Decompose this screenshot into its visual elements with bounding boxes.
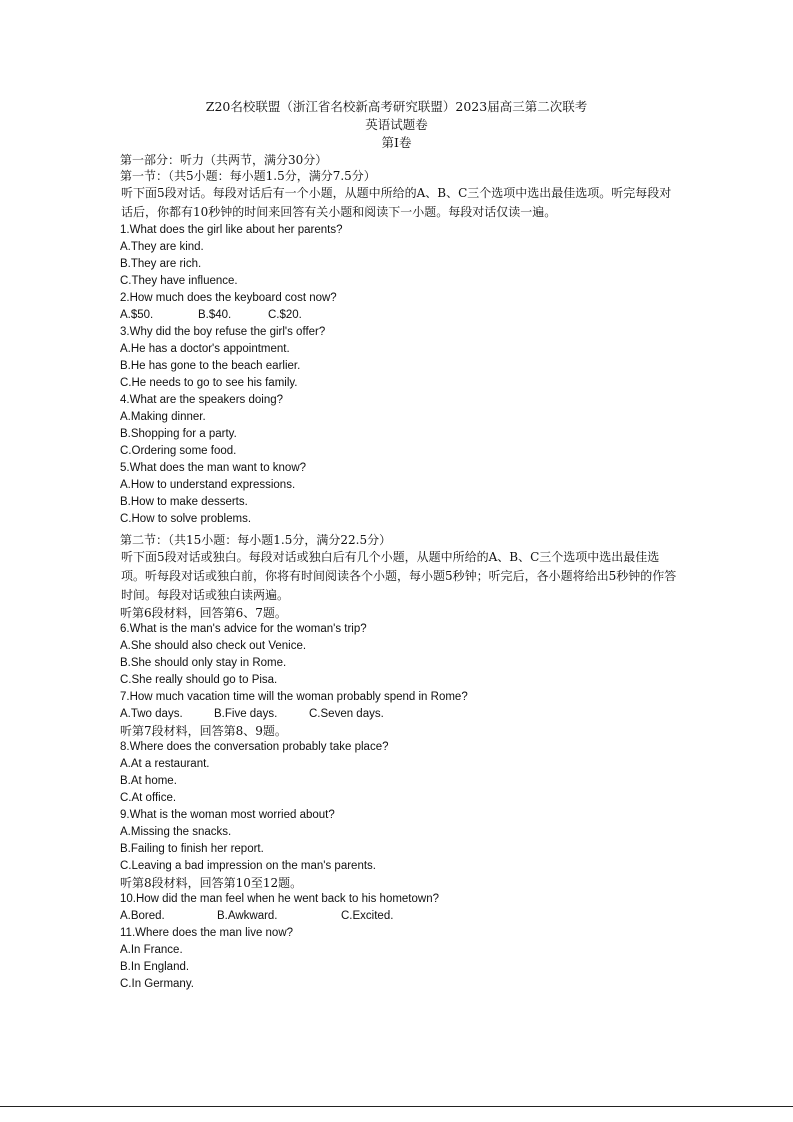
question-3: 3.Why did the boy refuse the girl's offer? xyxy=(120,326,326,338)
option-b: B.At home. xyxy=(120,775,177,787)
question-9: 9.What is the woman most worried about? xyxy=(120,809,335,821)
material-6-heading: 听第6段材料，回答第6、7题。 xyxy=(120,606,287,620)
option-b: B.In England. xyxy=(120,961,190,973)
option-b: B.Five days. xyxy=(214,708,278,720)
option-a: A.She should also check out Venice. xyxy=(120,640,307,652)
paper-subtitle: 英语试题卷 xyxy=(365,117,428,132)
volume-label: 第Ⅰ卷 xyxy=(381,135,412,150)
question-6-options xyxy=(120,638,680,689)
material-8-heading: 听第8段材料，回答第10至12题。 xyxy=(120,876,303,890)
question-11: 11.Where does the man live now? xyxy=(120,927,294,939)
option-a: A.In France. xyxy=(120,944,183,956)
question-7-options xyxy=(120,706,680,723)
option-b: B.Failing to finish her report. xyxy=(120,843,264,855)
question-10: 10.How did the man feel when he went back to his hometown? xyxy=(120,893,439,905)
exam-content xyxy=(120,152,680,993)
question-9-options xyxy=(120,824,680,875)
question-4-options xyxy=(120,409,680,460)
option-a: A.At a restaurant. xyxy=(120,758,210,770)
option-b: B.How to make desserts. xyxy=(120,496,248,508)
question-8: 8.Where does the conversation probably take place? xyxy=(120,741,389,753)
question-4: 4.What are the speakers doing? xyxy=(120,394,284,406)
question-3-options xyxy=(120,341,680,392)
question-8-options xyxy=(120,756,680,807)
part1-heading: 第一部分：听力（共两节，满分30分） xyxy=(120,153,328,167)
option-c: C.Excited. xyxy=(341,910,394,922)
option-c: C.$20. xyxy=(268,309,302,321)
option-b: B.Awkward. xyxy=(217,910,278,922)
section1-instructions: 听下面5段对话。每段对话后有一个小题，从题中所给的A、B、C三个选项中选出最佳选项。听完每段对话后，你都有10秒钟的时间来回答有关小题和阅读下一小题。每段对话仅读一遍。 xyxy=(121,186,672,219)
section1-heading: 第一节：（共5小题：每小题1.5分，满分7.5分） xyxy=(120,169,376,183)
option-b: B.He has gone to the beach earlier. xyxy=(120,360,301,372)
option-a: A.He has a doctor's appointment. xyxy=(120,343,290,355)
option-a: A.Missing the snacks. xyxy=(120,826,232,838)
option-a: A.Making dinner. xyxy=(120,411,206,423)
question-6: 6.What is the man's advice for the woman's trip? xyxy=(120,623,367,635)
question-2: 2.How much does the keyboard cost now? xyxy=(120,292,337,304)
option-c: C.How to solve problems. xyxy=(120,513,252,525)
option-c: C.They have influence. xyxy=(120,275,238,287)
question-7: 7.How much vacation time will the woman probably spend in Rome? xyxy=(120,691,468,703)
question-1: 1.What does the girl like about her parents? xyxy=(120,224,343,236)
option-c: C.At office. xyxy=(120,792,177,804)
option-c: C.Leaving a bad impression on the man's parents. xyxy=(120,860,376,872)
option-a: A.They are kind. xyxy=(120,241,204,253)
option-b: B.She should only stay in Rome. xyxy=(120,657,287,669)
question-5-options xyxy=(120,477,680,528)
section2-heading: 第二节：（共15小题：每小题1.5分，满分22.5分） xyxy=(120,533,392,547)
exam-title: Z20名校联盟（浙江省名校新高考研究联盟）2023届高三第二次联考 xyxy=(205,99,588,114)
question-5: 5.What does the man want to know? xyxy=(120,462,307,474)
question-10-options xyxy=(120,908,680,925)
question-1-options xyxy=(120,239,680,290)
option-a: A.Bored. xyxy=(120,910,165,922)
material-7-heading: 听第7段材料，回答第8、9题。 xyxy=(120,724,287,738)
option-b: B.$40. xyxy=(198,309,232,321)
option-c: C.In Germany. xyxy=(120,978,194,990)
option-a: A.Two days. xyxy=(120,708,183,720)
question-11-options xyxy=(120,942,680,993)
section2-instructions: 听下面5段对话或独白。每段对话或独白后有几个小题，从题中所给的A、B、C三个选项中选出最佳选项。听每段对话或独白前，你将有时间阅读各个小题，每小题5秒钟；听完后，各小题将给出5秒钟的作答时间。每段对话或独白读两遍。 xyxy=(121,550,677,602)
question-2-options xyxy=(120,307,680,324)
option-b: B.Shopping for a party. xyxy=(120,428,237,440)
page-bottom-rule xyxy=(0,1106,793,1107)
option-c: C.Seven days. xyxy=(309,708,384,720)
option-c: C.He needs to go to see his family. xyxy=(120,377,298,389)
option-b: B.They are rich. xyxy=(120,258,202,270)
option-a: A.$50. xyxy=(120,309,154,321)
option-a: A.How to understand expressions. xyxy=(120,479,296,491)
option-c: C.She really should go to Pisa. xyxy=(120,674,278,686)
option-c: C.Ordering some food. xyxy=(120,445,237,457)
